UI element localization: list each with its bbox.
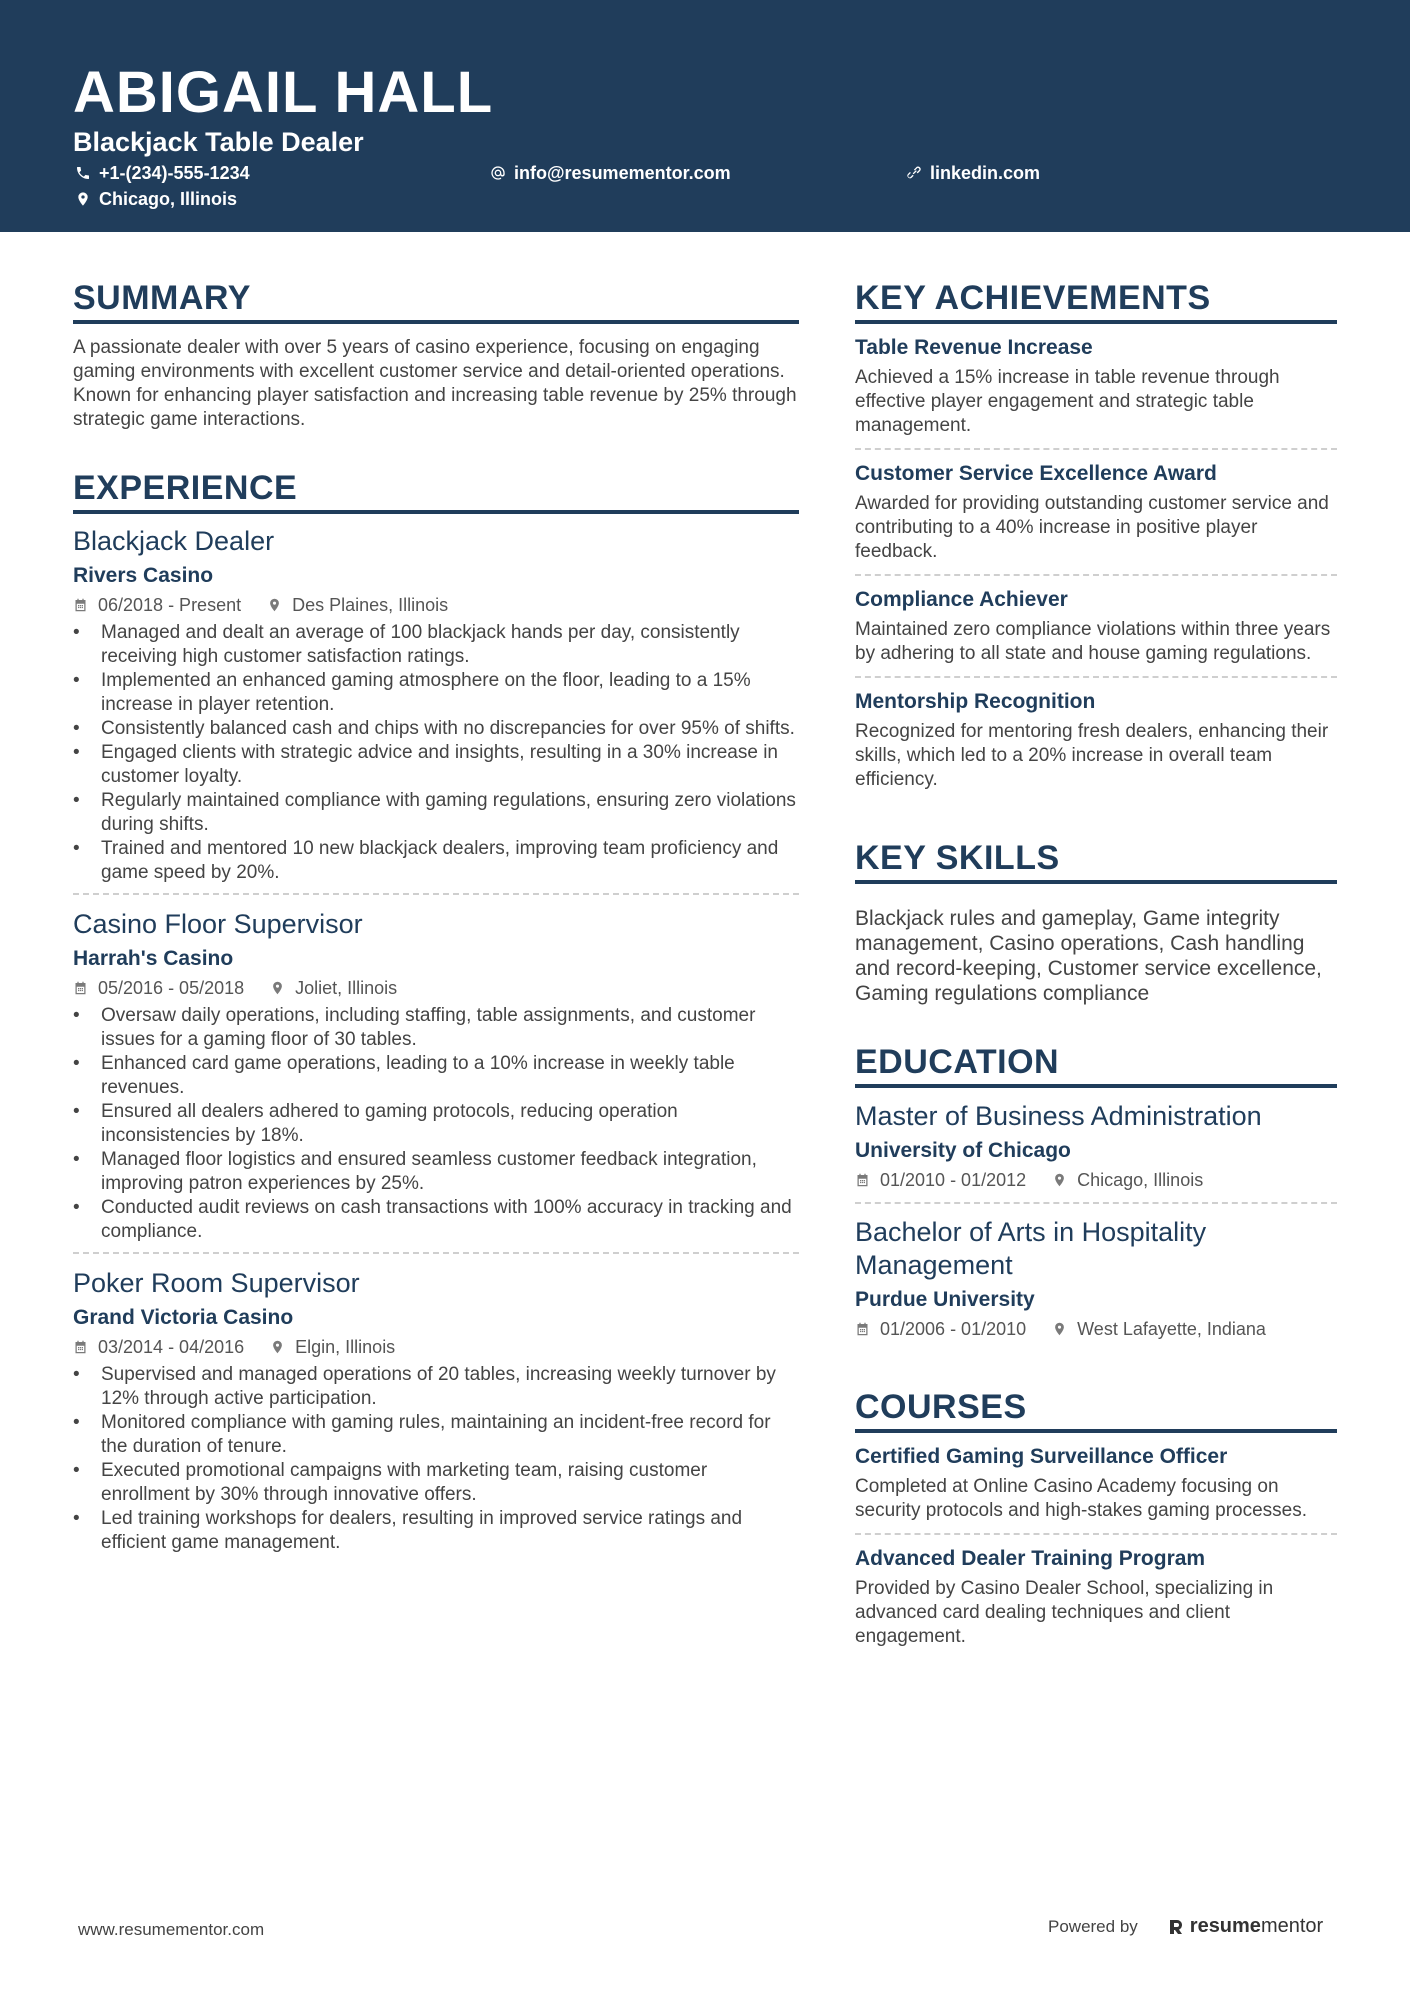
achievement-title: Table Revenue Increase [855, 336, 1093, 359]
linkedin-contact[interactable] [906, 161, 1040, 185]
list-item: • Supervised and managed operations of 20 tables, increasing weekly turnover by 12% through active participation. [73, 1363, 799, 1411]
map-pin-icon [267, 597, 282, 613]
calendar-icon [855, 1172, 870, 1188]
job-bullets [73, 621, 799, 885]
list-item: • Managed floor logistics and ensured seamless customer feedback integration, improving patron experiences by 25%. [73, 1148, 799, 1196]
list-item: • Engaged clients with strategic advice and insights, resulting in a 30% increase in customer loyalty. [73, 741, 799, 789]
brand-light: mentor [1260, 1915, 1324, 1937]
phone-contact[interactable] [75, 161, 250, 185]
education-degree: Master of Business Administration [855, 1101, 1262, 1131]
job-meta [73, 1335, 799, 1359]
job-entry-title: Blackjack Dealer [73, 526, 275, 556]
list-item: • Managed and dealt an average of 100 blackjack hands per day, consistently receiving high customer satisfaction ratings. [73, 621, 799, 669]
resumementor-logo-icon [1168, 1918, 1184, 1936]
job-entry-title: Casino Floor Supervisor [73, 909, 363, 939]
location-contact [75, 187, 237, 211]
list-item: • Ensured all dealers adhered to gaming protocols, reducing operation inconsistencies by 18%. [73, 1100, 799, 1148]
calendar-icon [73, 597, 88, 613]
education-meta [855, 1317, 1337, 1341]
job-dates: 03/2014 - 04/2016 [98, 1337, 245, 1357]
course-item [855, 1533, 1337, 1659]
achievements-heading: KEY ACHIEVEMENTS [855, 278, 1337, 324]
list-item: • Implemented an enhanced gaming atmosphere on the floor, leading to a 15% increase in player retention. [73, 669, 799, 717]
education-school: Purdue University [855, 1288, 1035, 1311]
map-pin-icon [1052, 1321, 1067, 1337]
experience-heading: EXPERIENCE [73, 468, 799, 514]
education-item [855, 1202, 1337, 1351]
list-item: • Led training workshops for dealers, resulting in improved service ratings and efficient game management. [73, 1507, 799, 1555]
achievement-title: Customer Service Excellence Award [855, 462, 1217, 485]
list-item: • Monitored compliance with gaming rules, maintaining an incident-free record for the duration of tenure. [73, 1411, 799, 1459]
calendar-icon [73, 1339, 88, 1355]
job-location: Joliet, Illinois [295, 978, 398, 998]
left-column [73, 278, 799, 1599]
map-pin-icon [1052, 1172, 1067, 1188]
at-icon [490, 165, 506, 181]
list-item: • Trained and mentored 10 new blackjack dealers, improving team proficiency and game speed by 20%. [73, 837, 799, 885]
education-school: University of Chicago [855, 1139, 1071, 1162]
powered-by-text: Powered by [1048, 1916, 1138, 1936]
course-desc: Provided by Casino Dealer School, specializing in advanced card dealing techniques and client engagement. [855, 1578, 1274, 1647]
course-title: Certified Gaming Surveillance Officer [855, 1445, 1228, 1468]
resume-header [0, 0, 1410, 232]
education-location: West Lafayette, Indiana [1077, 1319, 1266, 1339]
achievement-title: Mentorship Recognition [855, 690, 1096, 713]
footer-website[interactable]: www.resumementor.com [78, 1920, 265, 1939]
course-item [855, 1433, 1337, 1533]
job-entry-title: Poker Room Supervisor [73, 1268, 360, 1298]
map-pin-icon [75, 191, 91, 207]
courses-section [855, 1387, 1337, 1659]
link-icon [906, 165, 922, 181]
achievement-title: Compliance Achiever [855, 588, 1068, 611]
education-meta [855, 1168, 1337, 1192]
job-bullets [73, 1363, 799, 1555]
education-section [855, 1042, 1337, 1351]
achievements-section [855, 278, 1337, 802]
map-pin-icon [270, 1339, 285, 1355]
skills-text: Blackjack rules and gameplay, Game integrity management, Casino operations, Cash handling and record-keeping, Customer service excellence, Gaming regulations compliance [855, 907, 1322, 1005]
list-item: • Consistently balanced cash and chips with no discrepancies for over 95% of shifts. [73, 717, 799, 741]
job-company: Harrah's Casino [73, 947, 234, 970]
list-item: • Conducted audit reviews on cash transactions with 100% accuracy in tracking and compliance. [73, 1196, 799, 1244]
list-item: • Executed promotional campaigns with marketing team, raising customer enrollment by 30% through innovative offers. [73, 1459, 799, 1507]
education-location: Chicago, Illinois [1077, 1170, 1204, 1190]
list-item: • Oversaw daily operations, including staffing, table assignments, and customer issues for a gaming floor of 30 tables. [73, 1004, 799, 1052]
education-heading: EDUCATION [855, 1042, 1337, 1088]
skills-section [855, 838, 1337, 1006]
summary-heading: SUMMARY [73, 278, 799, 324]
linkedin-text: linkedin.com [930, 163, 1041, 183]
achievement-desc: Achieved a 15% increase in table revenue through effective player engagement and strategic table management. [855, 367, 1280, 436]
job-meta [73, 976, 799, 1000]
job-location: Des Plaines, Illinois [292, 595, 449, 615]
course-title: Advanced Dealer Training Program [855, 1547, 1206, 1570]
email-text: info@resumementor.com [514, 163, 731, 183]
summary-text: A passionate dealer with over 5 years of casino experience, focusing on engaging gaming environments with excellent customer service and detail-oriented operations. Known for enhancing player satisfaction and increasing table revenue by 25% through strategic game interactions. [73, 337, 797, 430]
brand-logo[interactable] [1168, 1915, 1323, 1938]
achievement-desc: Recognized for mentoring fresh dealers, enhancing their skills, which led to a 20% increase in overall team efficiency. [855, 721, 1329, 790]
education-dates: 01/2010 - 01/2012 [880, 1170, 1027, 1190]
summary-section [73, 278, 799, 432]
education-dates: 01/2006 - 01/2010 [880, 1319, 1027, 1339]
footer-powered [1048, 1915, 1323, 1938]
achievement-item [855, 324, 1337, 448]
job-company: Rivers Casino [73, 564, 214, 587]
phone-icon [75, 165, 91, 181]
achievement-desc: Maintained zero compliance violations within three years by adhering to all state and house gaming regulations. [855, 619, 1331, 664]
candidate-name: ABIGAIL HALL [73, 60, 494, 125]
job-location: Elgin, Illinois [295, 1337, 396, 1357]
job-entry [73, 893, 799, 1252]
job-meta [73, 593, 799, 617]
list-item: • Enhanced card game operations, leading to a 10% increase in weekly table revenues. [73, 1052, 799, 1100]
job-company: Grand Victoria Casino [73, 1306, 294, 1329]
brand-bold: resume [1189, 1915, 1261, 1937]
right-column [855, 278, 1337, 1695]
skills-heading: KEY SKILLS [855, 838, 1337, 884]
achievement-item [855, 676, 1337, 802]
courses-heading: COURSES [855, 1387, 1337, 1433]
education-item [855, 1088, 1337, 1202]
calendar-icon [855, 1321, 870, 1337]
calendar-icon [73, 980, 88, 996]
job-dates: 05/2016 - 05/2018 [98, 978, 245, 998]
job-title: Blackjack Table Dealer [73, 127, 364, 157]
job-entry [73, 524, 799, 893]
list-item: • Regularly maintained compliance with gaming regulations, ensuring zero violations during shifts. [73, 789, 799, 837]
achievement-desc: Awarded for providing outstanding customer service and contributing to a 40% increase in positive player feedback. [855, 493, 1329, 562]
job-bullets [73, 1004, 799, 1244]
achievement-item [855, 574, 1337, 676]
job-entry [73, 1252, 799, 1563]
achievement-item [855, 448, 1337, 574]
education-degree: Bachelor of Arts in Hospitality Management [855, 1217, 1207, 1280]
email-contact[interactable] [490, 161, 731, 185]
map-pin-icon [270, 980, 285, 996]
location-text: Chicago, Illinois [99, 189, 238, 209]
phone-text: +1-(234)-555-1234 [99, 163, 250, 183]
job-dates: 06/2018 - Present [98, 595, 242, 615]
course-desc: Completed at Online Casino Academy focusing on security protocols and high-stakes gaming processes. [855, 1476, 1308, 1521]
experience-section [73, 468, 799, 1563]
